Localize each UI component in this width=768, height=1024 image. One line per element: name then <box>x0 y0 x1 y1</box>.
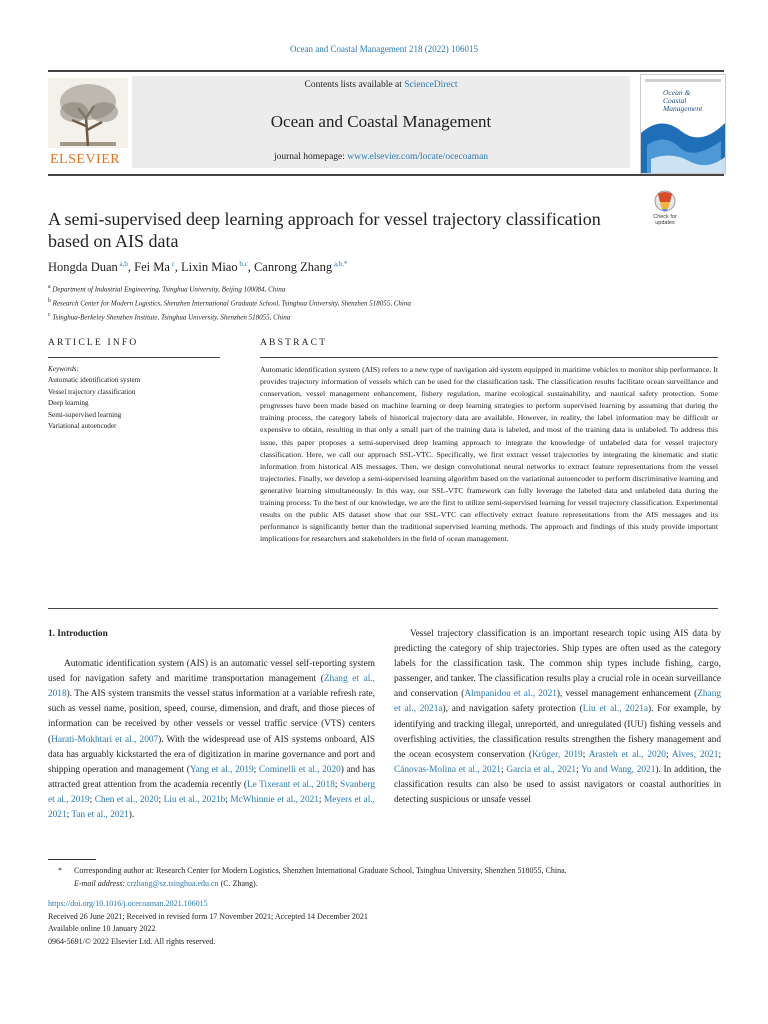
citation-link[interactable]: Krüger, 2019 <box>531 749 583 760</box>
author-name: Hongda Duan <box>48 260 118 275</box>
body-text: ; <box>576 764 582 775</box>
corresponding-line <box>48 865 728 878</box>
masthead-center <box>132 76 630 168</box>
affiliation-list <box>48 282 728 323</box>
body-text: ; <box>158 794 164 805</box>
affiliation <box>48 310 728 324</box>
author-affiliation-mark[interactable]: a,b,* <box>332 260 348 268</box>
citation-link[interactable]: Arasteh et al., 2020 <box>588 749 666 760</box>
affiliation-mark: c <box>48 311 51 318</box>
masthead <box>48 70 724 176</box>
citation-link[interactable]: Tan et al., 2021 <box>71 810 129 821</box>
article-title: A semi-supervised deep learning approach for vessel trajectory classification based on AIS data <box>48 209 601 251</box>
body-text: ; <box>500 764 507 775</box>
body-text: Vessel trajectory classification is an important research topic using AIS data by predicting the category of ship trajectories. Ship types are often used as the category labels for the classification task. The common ship types include fishing, cargo, passenger, and tanker. The classification results play a crucial role in ocean surveillance and conservation ( <box>394 629 721 700</box>
citation-link[interactable]: Liu et al., 2021a <box>582 704 649 715</box>
affiliation-text: Tsinghua-Berkeley Shenzhen Institute, Tsinghua University, Shenzhen 518055, China <box>50 312 291 321</box>
body-text: ), and navigation safety protection ( <box>442 704 583 715</box>
crossmark-label-2: updates <box>655 220 675 226</box>
email-line <box>48 878 728 891</box>
citation-link[interactable]: Liu et al., 2021b <box>163 794 226 805</box>
citation-link[interactable]: Svanberg et al., 2019 <box>48 779 375 805</box>
keyword: Vessel trajectory classification <box>48 387 136 396</box>
cover-art <box>641 75 725 173</box>
citation-link[interactable]: Yang et al., 2019 <box>189 764 254 775</box>
corresponding-text: Corresponding author at: Research Center for Modern Logistics, Shenzhen International Graduate School, Tsinghua University, Shenzhen 518055, China. <box>74 866 567 875</box>
keyword: Semi-supervised learning <box>48 410 122 419</box>
author-affiliation-mark[interactable]: b,c <box>237 260 248 268</box>
keywords-block <box>48 364 218 432</box>
affiliation-text: Research Center for Modern Logistics, Shenzhen International Graduate School, Tsinghua University, Shenzhen 518055, China <box>50 299 411 308</box>
body-text: ). <box>128 810 135 821</box>
body-text: ; <box>253 764 259 775</box>
keywords-label: Keywords: <box>48 365 79 373</box>
intro-paragraph-2 <box>394 627 721 808</box>
sciencedirect-link[interactable]: ScienceDirect <box>404 80 458 90</box>
body-text: Automatic identification system (AIS) is an automatic vessel self-reporting system used for navigation safety and maritime transportation management ( <box>48 659 375 685</box>
citation-link[interactable]: Chen et al., 2020 <box>94 794 159 805</box>
body-text: ; <box>665 749 672 760</box>
affiliation-mark: b <box>48 297 51 304</box>
doi-link[interactable]: https://doi.org/10.1016/j.ocecoaman.2021.106015 <box>48 899 208 908</box>
abstract-text: Automatic identification system (AIS) refers to a new type of navigation aid system equipped in maritime vehicles to monitor ship performance. It provides trajectory information of vessels which can be used for the classification task. The classification results facilitate ocean surveillance and conservation, vessel management enhancement, fishery regulation, marine ecological sustainability, and nautical safety protection. Some progresses have been made based on machine learning or deep learning strategies to perform supervised learning by assuming that during the training process, the category labels of historical trajectory data are available. However, in reality, the label information may be difficult or expensive to obtain, resulting in that only a small part of the training data is labeled, and most of the training data is unlabeled. To address this issue, this paper proposes a semi-supervised deep learning approach to integrate the knowledge of unlabeled data for vessel trajectory classification. Here, we call our approach SSL-VTC. Specifically, we first extract vessel trajectories by integrating the kinematic and static information from historical AIS messages. Then, we design convolutional neural networks to extract feature representations from the vessel trajectories. Finally, we develop a semi-supervised learning algorithm based on the variational autoencoder to perform discriminative learning and generative learning simultaneously. In this way, our SSL-VTC framework can fully leverage the labeled data and unlabeled data during the training process. To the best of our knowledge, we are the first to utilize semi-supervised learning for vessel trajectory classification. Experimental results on the public AIS dataset show that our SSL-VTC can effectively extract feature representations from the AIS messages and its performance is significantly better than the traditional supervised learning methods. The approach and findings of this study provide important implications for researchers and stakeholders in the field of ocean management. <box>260 365 718 544</box>
citation-link[interactable]: Cominelli et al., 2020 <box>258 764 341 775</box>
body-text: ; <box>318 794 324 805</box>
body-left-column <box>48 627 375 823</box>
email-suffix: (C. Zhang). <box>218 878 258 888</box>
citation-link[interactable]: Garcia et al., 2021 <box>506 764 577 775</box>
body-text: ; <box>582 749 589 760</box>
citation-link[interactable]: McWhinnie et al., 2021 <box>230 794 319 805</box>
cover-title-1: Ocean & <box>663 88 691 97</box>
author-affiliation-mark[interactable]: a,b <box>117 260 128 268</box>
footnote-star: * <box>58 866 62 875</box>
affiliation <box>48 296 728 310</box>
body-text: ). With the widespread use of AIS systems onboard, AIS data has arguably kickstarted the era of digitization in marine governance and port and shipping operation and management ( <box>48 734 375 775</box>
article-info-heading: ARTICLE INFO <box>48 338 139 348</box>
email-label: E-mail address: <box>74 878 126 888</box>
citation-link[interactable]: Harati-Mokhtari et al., 2007 <box>51 734 159 745</box>
body-text: ; <box>225 794 231 805</box>
abstract-rule <box>260 357 718 358</box>
citation-link[interactable]: Meyers et al., 2021 <box>48 794 375 821</box>
crossmark-label[interactable] <box>646 214 684 226</box>
body-right-column <box>394 627 721 808</box>
elsevier-wordmark: ELSEVIER <box>50 152 121 167</box>
body-text: ). The AIS system transmits the vessel status information at a variable refresh rate, such as vessel name, position, speed, course, dimension, and draft, and those pieces of information can be received by other vessels or vessel traffic service (VTS) centers ( <box>48 689 375 745</box>
homepage-link[interactable]: www.elsevier.com/locate/ocecoaman <box>347 152 489 162</box>
body-text: ; <box>89 794 95 805</box>
author-affiliation-mark[interactable]: c <box>169 260 175 268</box>
citation-link[interactable]: Zhang et al., 2021a <box>394 689 721 715</box>
citation-link[interactable]: Cánovas-Molina et al., 2021 <box>394 764 501 775</box>
contents-prefix: Contents lists available at <box>304 80 405 90</box>
journal-title: Ocean and Coastal Management <box>270 112 492 131</box>
keyword: Variational autoencoder <box>48 422 117 431</box>
body-text: ). For example, by identifying and tracking illegal, unreported, and unregulated (IUU) fishing vessels and overfishing activities, the classification results strengthen the fishery management and the ocean ecosystem conservation ( <box>394 704 721 760</box>
body-text: ; <box>66 810 72 821</box>
body-text: ) and has attracted great attention from the academia recently ( <box>48 764 376 790</box>
affiliation <box>48 282 728 296</box>
body-text: ; <box>718 749 722 760</box>
author-name: Lixin Miao <box>181 260 238 275</box>
author-name: Canrong Zhang <box>253 260 333 275</box>
footnote-rule <box>48 859 96 860</box>
journal-reference[interactable]: Ocean and Coastal Management 218 (2022) 106015 <box>290 44 478 54</box>
masthead-bottom-rule <box>48 174 724 176</box>
keyword: Automatic identification system <box>48 376 141 385</box>
homepage-line <box>132 152 630 162</box>
masthead-top-rule <box>48 70 724 72</box>
available-online: Available online 10 January 2022 <box>48 924 156 933</box>
body-text: ), vessel management enhancement ( <box>556 689 698 700</box>
article-info-rule <box>48 357 220 358</box>
cover-title-3: Management <box>663 104 703 113</box>
homepage-prefix: journal homepage: <box>273 152 348 162</box>
article-metadata <box>48 898 728 948</box>
journal-cover-image[interactable] <box>640 74 726 174</box>
abstract-heading: ABSTRACT <box>260 338 328 348</box>
keywords-list <box>48 375 218 432</box>
intro-paragraph-1 <box>48 657 375 823</box>
contents-line <box>132 80 630 90</box>
crossmark-icon[interactable] <box>648 190 682 234</box>
citation-link[interactable]: Alves, 2021 <box>671 749 719 760</box>
citation-link[interactable]: Zhang et al., 2018 <box>48 674 375 700</box>
body-text: ). In addition, the classification results can also be used to assist navigators or coastal authorities in detecting suspicious or unsafe vessel <box>394 764 721 806</box>
crossmark-label-1: Check for <box>653 214 677 220</box>
copyright: 0964-5691/© 2022 Elsevier Ltd. All rights reserved. <box>48 936 216 946</box>
citation-link[interactable]: Le Tixerant et al., 2018 <box>246 779 335 790</box>
received-dates: Received 26 June 2021; Received in revised form 17 November 2021; Accepted 14 December 2021 <box>48 911 368 921</box>
citation-link[interactable]: Yu and Wang, 2021 <box>581 764 656 775</box>
cover-title-2: Coastal <box>663 96 687 105</box>
email-link[interactable]: crzhang@sz.tsinghua.edu.cn <box>127 878 219 888</box>
introduction-heading: 1. Introduction <box>48 629 108 639</box>
author-name: Fei Ma <box>134 260 170 275</box>
citation-link[interactable]: Almpanidou et al., 2021 <box>464 689 557 700</box>
abstract-bottom-rule <box>48 608 718 609</box>
affiliation-mark: a <box>48 284 51 290</box>
keyword: Deep learning <box>48 399 89 408</box>
body-text: ; <box>334 779 341 790</box>
corresponding-footnote <box>48 865 728 890</box>
author-list: Hongda Duan $^{a,b}$, Fei Ma $^c$, Lixin Miao $^{b,c}$, Canrong Zhang $^{a,b,*}$ <box>48 260 348 275</box>
affiliation-text: Department of Industrial Engineering, Tsinghua University, Beijing 100084, China <box>50 285 286 294</box>
